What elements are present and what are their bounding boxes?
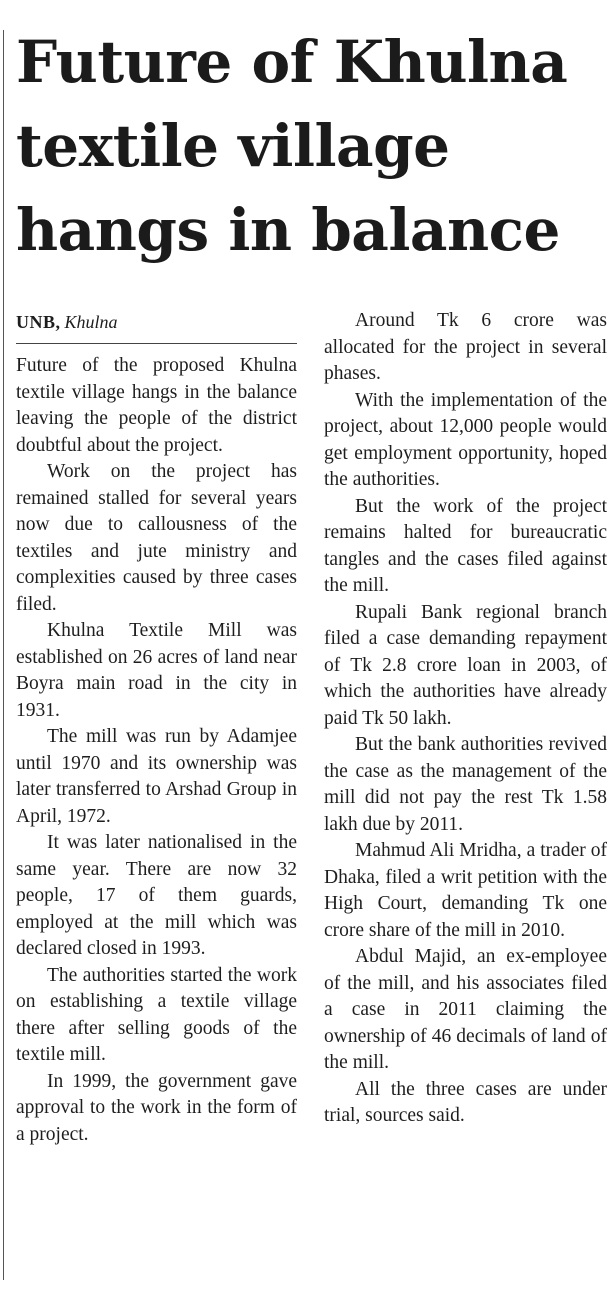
paragraph: Abdul Majid, an ex-employee of the mill, and his associates filed a case in 2011 claiming the ownership of 46 decimals of land of the mill. [324,946,607,1073]
article-column-right [324,308,607,1130]
paragraph: Work on the project has remained stalled for several years now due to callousness of the textiles and jute ministry and complexities caused by three cases filed. [16,461,297,615]
paragraph: The authorities started the work on establishing a textile village there after selling goods of the textile mill. [16,964,297,1065]
paragraph: Mahmud Ali Mridha, a trader of Dhaka, filed a writ petition with the High Court, demanding Tk one crore share of the mill in 2010. [324,840,607,941]
byline-separator: , [55,312,61,332]
paragraph: The mill was run by Adamjee until 1970 and its ownership was later transferred to Arshad Group in April, 1972. [16,726,297,827]
paragraph: Khulna Textile Mill was established on 26 acres of land near Boyra main road in the city in 1931. [16,620,297,721]
byline [16,308,297,336]
paragraph: Rupali Bank regional branch filed a case demanding repayment of Tk 2.8 crore loan in 2003, of which the authorities have already paid Tk 50 lakh. [324,601,607,729]
paragraph: In 1999, the government gave approval to the work in the form of a project. [16,1070,297,1145]
byline-agency: UNB [16,312,56,332]
headline [16,20,611,272]
paragraph: All the three cases are under trial, sources said. [324,1078,607,1126]
byline-place: Khulna [64,312,118,332]
paragraph: With the implementation of the project, about 12,000 people would get employment opportunity, hoped the authorities. [324,389,607,490]
column-rule [3,30,4,1280]
byline-divider [16,343,297,344]
paragraph: It was later nationalised in the same year. There are now 32 people, 17 of them guards, employed at the mill which was declared closed in 1993. [16,832,297,959]
headline-line-3: hangs in balance [16,196,560,264]
headline-line-1: Future of Khulna [16,28,568,96]
article-column-left [16,308,297,1148]
headline-line-2: textile village [16,112,450,180]
paragraph: Around Tk 6 crore was allocated for the project in several phases. [324,310,607,384]
paragraph: Future of the proposed Khulna textile village hangs in the balance leaving the people of the district doubtful about the project. [16,355,297,456]
paragraph: But the bank authorities revived the case as the management of the mill did not pay the rest Tk 1.58 lakh due by 2011. [324,734,607,835]
paragraph: But the work of the project remains halted for bureaucratic tangles and the cases filed against the mill. [324,495,607,596]
